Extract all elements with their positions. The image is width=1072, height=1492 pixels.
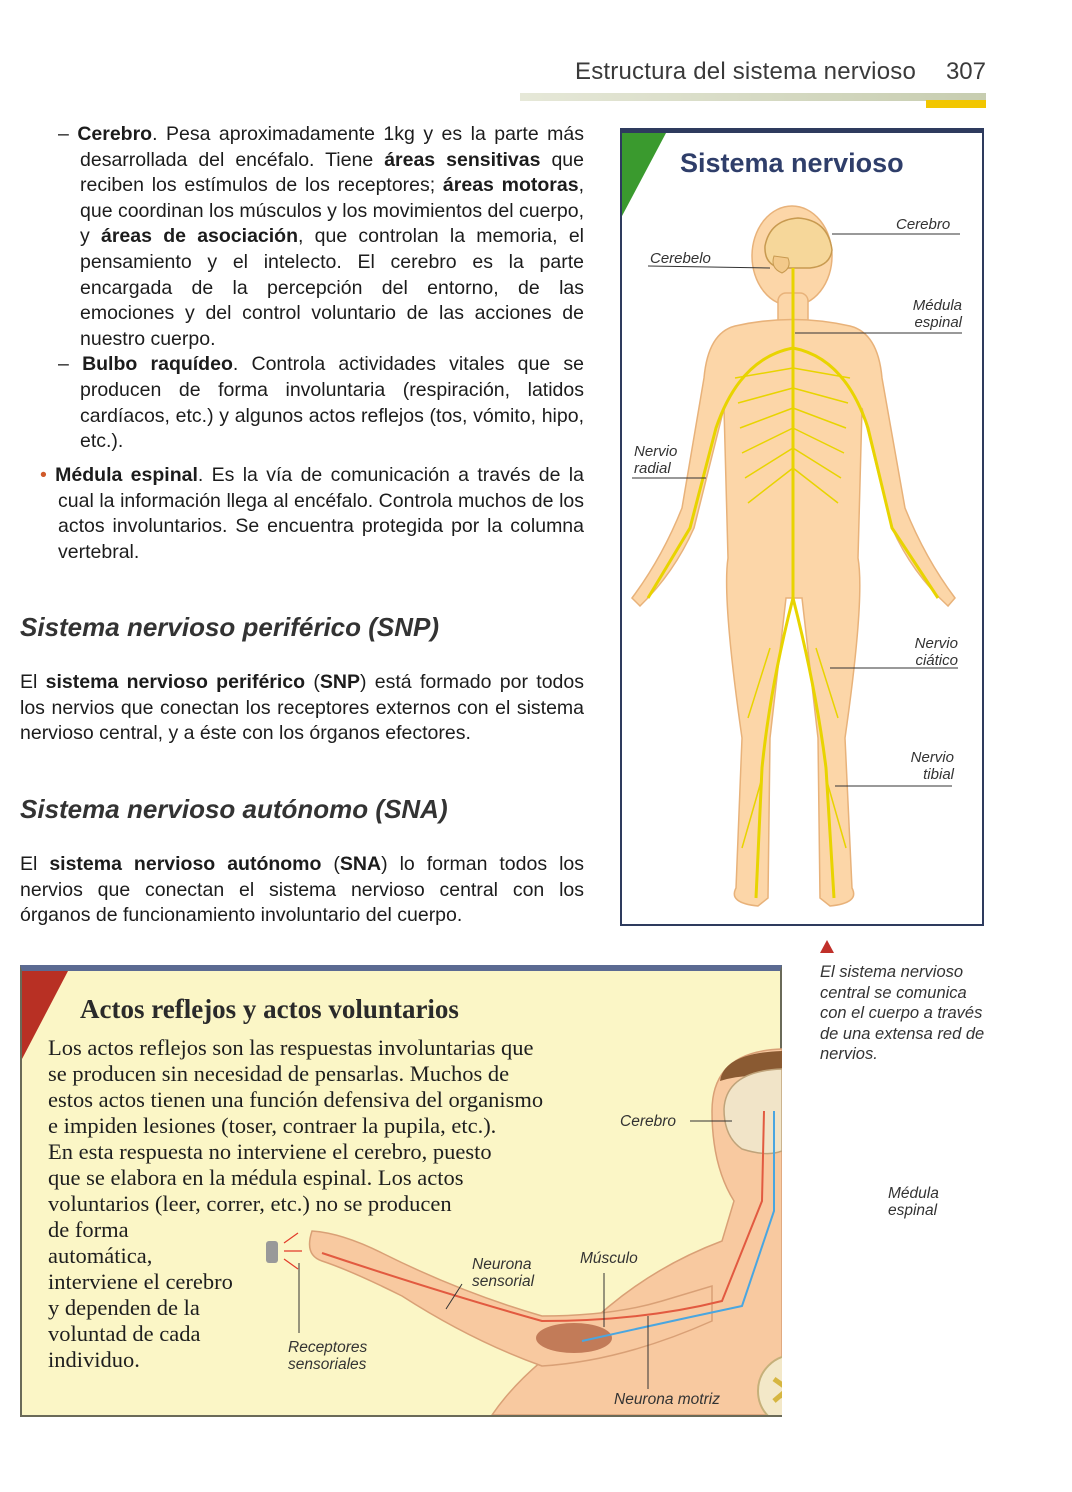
green-corner-icon (622, 133, 666, 216)
label-medula-1: Médula (912, 297, 962, 314)
text: . Es la vía de comunicación a través de la cual la información llega al encéfalo. Controla muchos de los actos involuntarios. Se encuentra protegida por la columna vertebral. (58, 464, 584, 563)
label-box-medula-2: espinal (888, 1202, 938, 1219)
bullet-icon: • (40, 464, 47, 486)
label-neurona-sensorial-1: Neurona (472, 1256, 532, 1273)
snp-paragraph (20, 670, 584, 747)
label-medula-2: espinal (914, 314, 962, 331)
term-sna: sistema nervioso autónomo (49, 853, 322, 875)
text: que reciben los estímulos de los receptores; (80, 148, 585, 197)
text-line: voluntarios (leer, correr, etc.) no se producen (48, 1191, 452, 1216)
term-areas-asociacion: áreas de asociación (101, 225, 298, 248)
reflex-box-title: Actos reflejos y actos voluntarios (80, 994, 459, 1024)
text: ) está formado por todos los nervios que conectan los receptores externos con el sistema nervioso central, y a éste con los órganos efectores. (20, 671, 584, 745)
term-snp-abbr: SNP (319, 671, 360, 693)
term-areas-sensitivas: áreas sensitivas (384, 148, 541, 171)
header-rule (520, 93, 986, 101)
nerve-network-icon (648, 268, 938, 898)
text-line: estos actos tienen una función defensiva del organismo (48, 1087, 544, 1112)
term-cerebro: Cerebro (77, 123, 153, 145)
encefalo-list (58, 122, 584, 455)
caption-arrow-icon (820, 940, 834, 953)
label-musculo: Músculo (580, 1250, 638, 1267)
term-areas-motoras: áreas motoras (442, 174, 579, 197)
text: El (20, 671, 46, 693)
text: , que controlan la memoria, el pensamiento y el intelecto. El cerebro es la parte encargada de la percepción del entorno, de las emociones y del control voluntario de las acciones de nuestro cuerpo. (80, 225, 584, 350)
running-header-title: Estructura del sistema nervioso (574, 58, 916, 85)
page-number: 307 (945, 58, 986, 85)
text-line: de forma (48, 1217, 129, 1242)
label-neurona-motriz: Neurona motriz (614, 1391, 720, 1408)
text-line: voluntad de cada (48, 1321, 201, 1346)
term-sna-abbr: SNA (339, 853, 382, 875)
medula-paragraph (40, 463, 584, 565)
text-line: automática, (48, 1243, 153, 1268)
term-medula: Médula espinal (55, 464, 198, 486)
reflex-box-text (48, 1035, 543, 1373)
text: . Controla actividades vitales que se producen de forma involuntaria (respiración, latidos cardíacos, etc.) y algunos actos reflejos (tos, vómito, hipo, etc.). (80, 353, 585, 453)
label-tibial-2: tibial (923, 766, 954, 783)
text-line: Los actos reflejos son las respuestas involuntarias que (48, 1035, 534, 1060)
label-box-cerebro: Cerebro (620, 1113, 676, 1130)
label-receptores-1: Receptores (288, 1339, 368, 1356)
text-line: que se elabora en la médula espinal. Los actos (48, 1165, 464, 1190)
list-item-cerebro: – Cerebro. Pesa aproximadamente 1kg y es la parte más desarrollada del encéfalo. Tiene áreas sensitivas que reciben los estímulos de los receptores; áreas motoras, que coordinan los músculos y los movimientos del cuerpo, y áreas de asociación, que controlan la memoria, el pensamiento y el intelecto. El cerebro es la parte encargada de la percepción del entorno, de las emociones y del control voluntario de las acciones de nuestro cuerpo. (58, 123, 585, 350)
label-box-medula-1: Médula (888, 1185, 939, 1202)
label-neurona-sensorial-2: sensorial (472, 1273, 535, 1290)
list-item-bulbo: – Bulbo raquídeo. Controla actividades vitales que se producen de forma involuntaria (respiración, latidos cardíacos, etc.) y algunos actos reflejos (tos, vómito, hipo, etc.). (58, 353, 585, 453)
list-item-medula (40, 463, 584, 565)
text: ) lo forman todos los nervios que conectan el sistema nervioso central con los órganos de funcionamiento involuntario del cuerpo. (20, 853, 584, 927)
text-line: se producen sin necesidad de pensarlas. Muchos de (48, 1061, 510, 1086)
text: . Pesa aproximadamente 1kg y es la parte más desarrollada del encéfalo. Tiene (80, 123, 584, 171)
figure-illustration (620, 128, 984, 926)
label-radial-2: radial (634, 460, 671, 477)
term-bulbo: Bulbo raquídeo (82, 353, 233, 376)
label-cerebro: Cerebro (896, 216, 951, 233)
label-cerebelo: Cerebelo (650, 250, 711, 267)
text: , que coordinan los músculos y los movimientos del cuerpo, y (80, 174, 585, 248)
muscle-icon (536, 1323, 612, 1353)
header-tab (926, 100, 986, 108)
text-line: interviene el cerebro (48, 1269, 233, 1294)
sna-paragraph (20, 852, 584, 929)
term-snp: sistema nervioso periférico (45, 671, 306, 693)
label-radial-1: Nervio (634, 443, 678, 460)
heading-snp: Sistema nervioso periférico (SNP) (20, 612, 440, 642)
label-ciatico-2: ciático (915, 652, 958, 669)
text: ( (305, 671, 320, 693)
text-line: individuo. (48, 1347, 140, 1372)
label-receptores-2: sensoriales (288, 1356, 367, 1373)
label-ciatico-1: Nervio (914, 635, 958, 652)
text-line: y dependen de la (48, 1295, 200, 1320)
text: El (20, 853, 50, 875)
text: ( (321, 853, 340, 875)
figure-title: Sistema nervioso (680, 148, 904, 178)
label-tibial-1: Nervio (910, 749, 954, 766)
figure-caption: El sistema nervioso central se comunica con el cuerpo a través de una extensa red de nervios. (820, 963, 985, 1064)
text-line: En esta respuesta no interviene el cerebro, puesto (48, 1139, 492, 1164)
heading-sna: Sistema nervioso autónomo (SNA) (20, 794, 448, 824)
text-line: e impiden lesiones (toser, contraer la pupila, etc.). (48, 1113, 497, 1138)
